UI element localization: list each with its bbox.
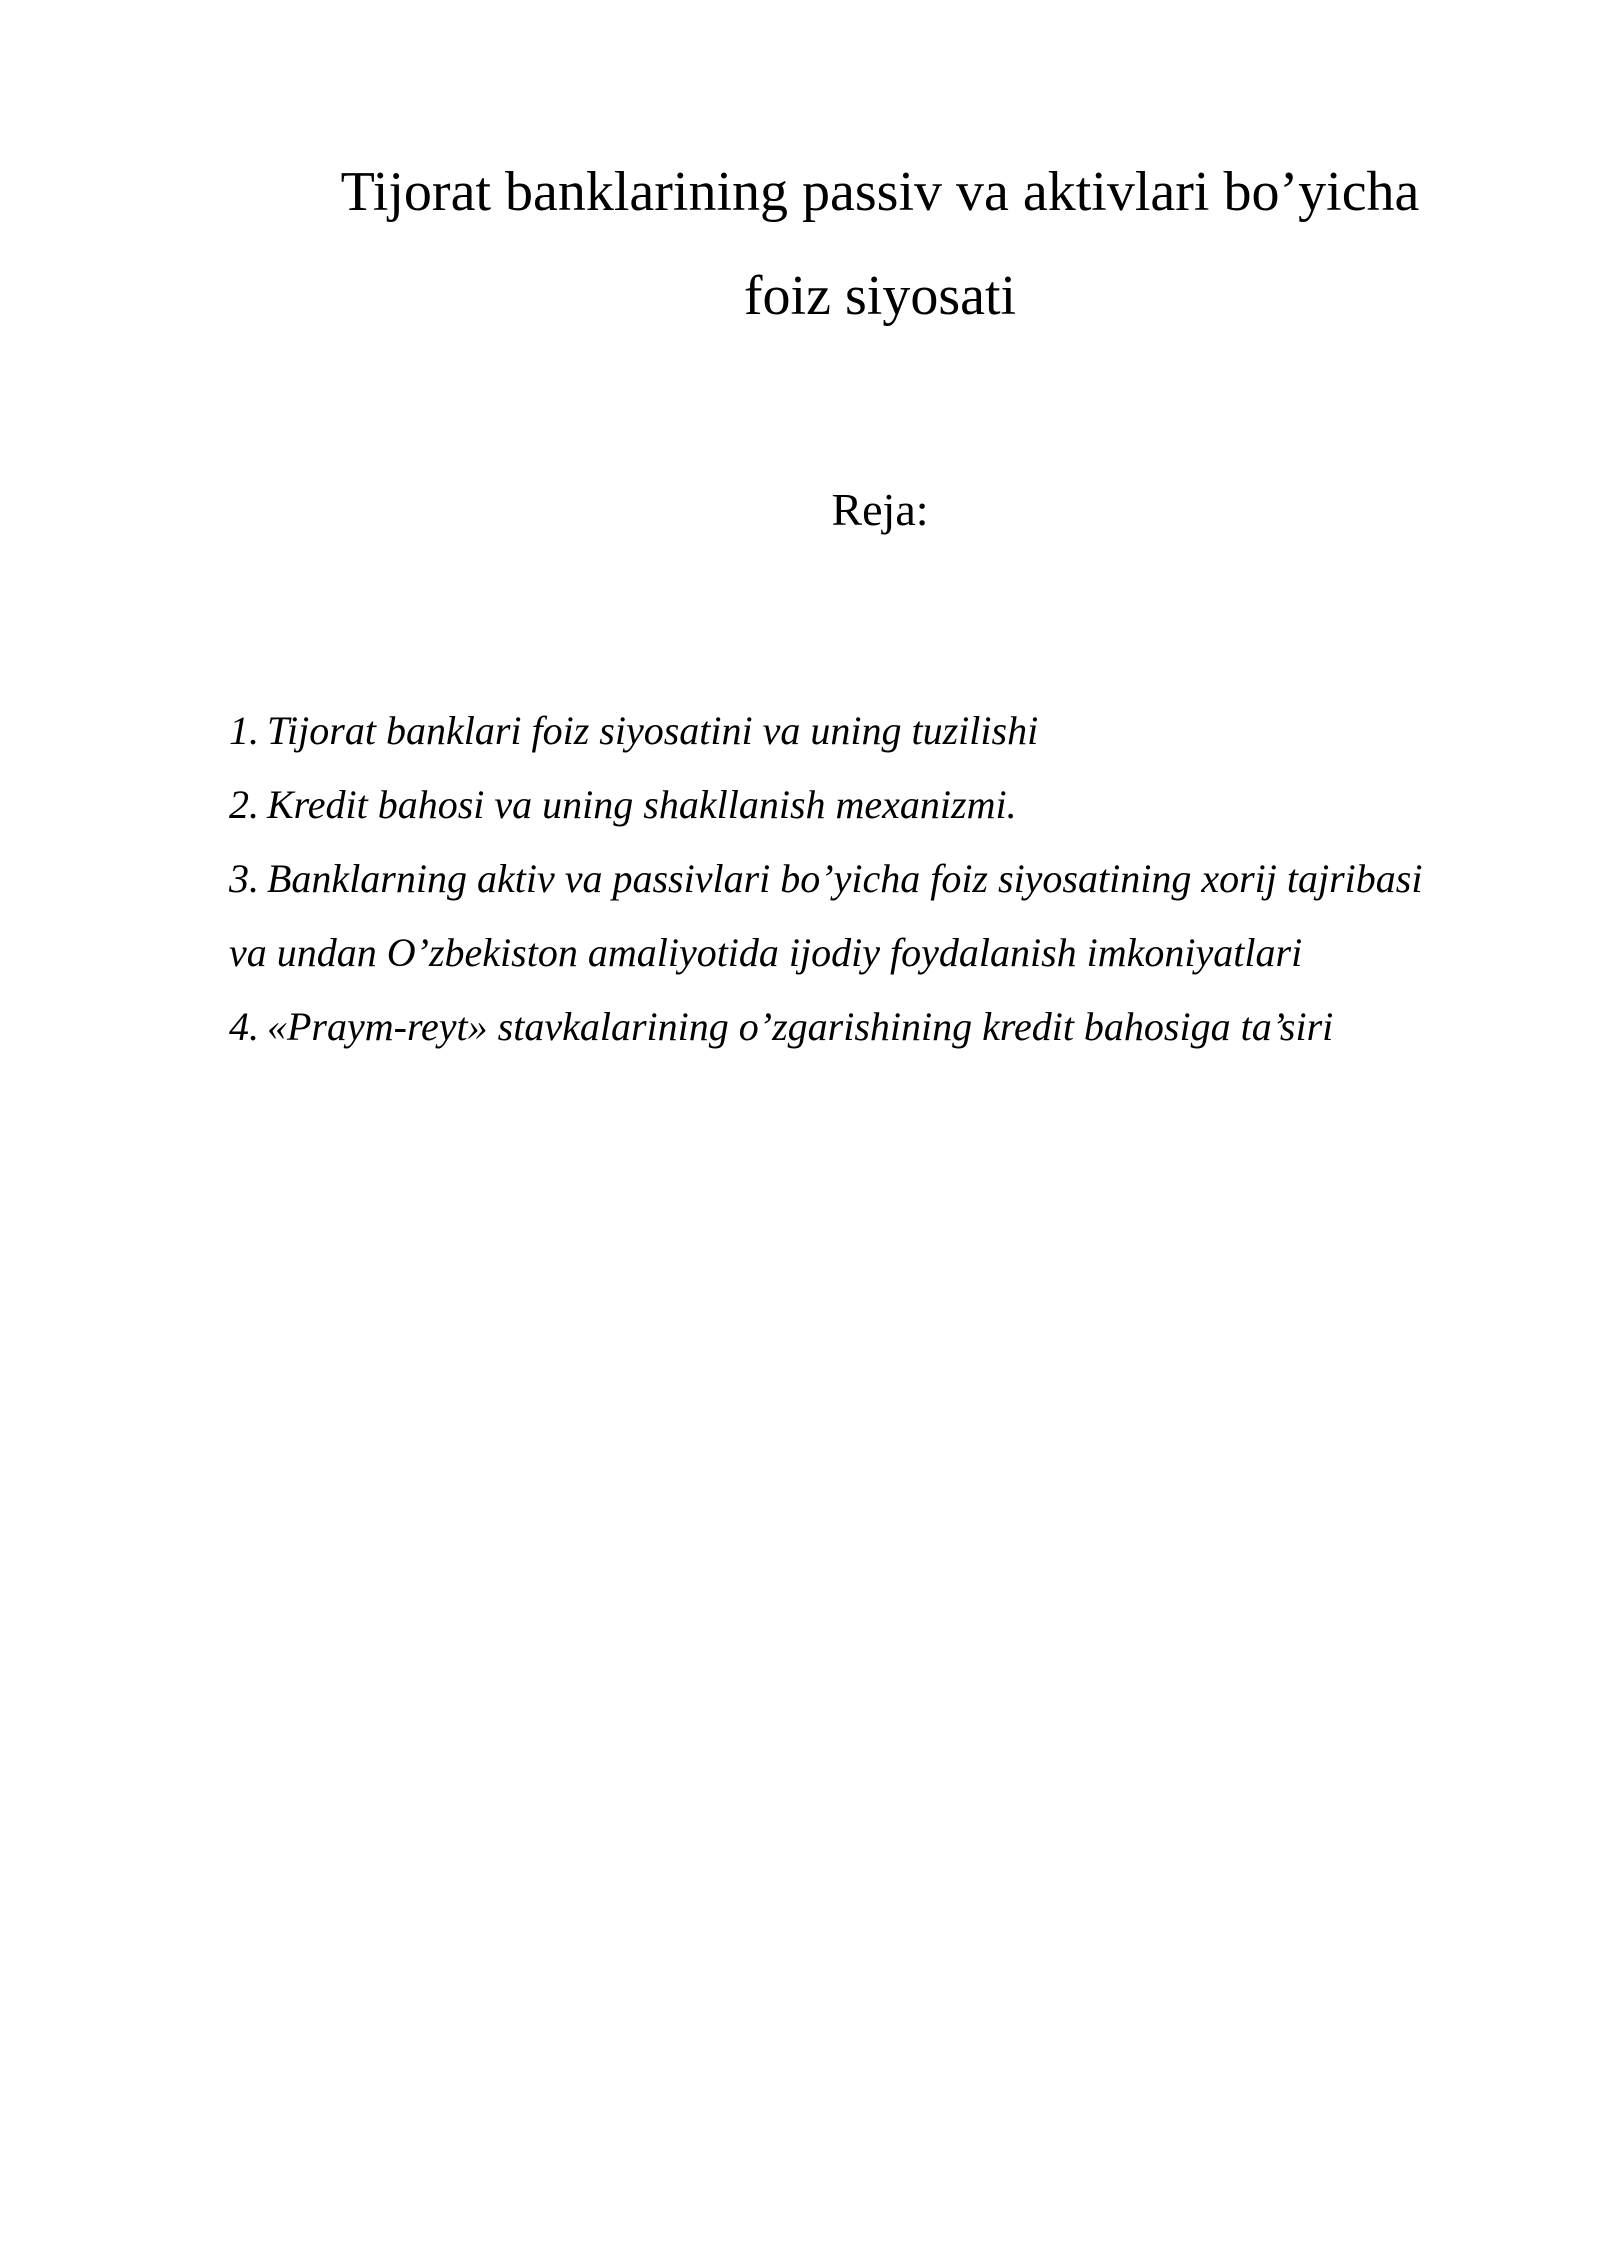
plan-list [229,694,1459,1064]
plan-item [229,842,1459,990]
plan-item-text: Banklarning aktiv va passivlari bo’yicha foiz siyosatining xorij tajribasi va undan O’zbekiston amaliyotida ijodiy foydalanish imkoniyatlari [229,856,1423,975]
plan-heading: Reja: [831,484,929,535]
plan-item-number: 1. [229,708,259,753]
plan-item-number: 4. [229,1004,259,1049]
plan-item-number: 2. [229,782,259,827]
plan-item-text: Kredit bahosi va uning shakllanish mexanizmi. [267,782,1017,827]
title-line-2: foiz siyosati [743,265,1017,327]
page-title [300,140,1460,348]
plan-item-text: Tijorat banklari foiz siyosatini va uning tuzilishi [267,708,1039,753]
plan-item [229,990,1459,1064]
plan-item [229,768,1459,842]
plan-item-number: 3. [229,856,259,901]
title-line-1: Tijorat banklarining passiv va aktivlari bo’yicha [340,161,1420,223]
plan-item [229,694,1459,768]
plan-item-text: «Praym-reyt» stavkalarining o’zgarishining kredit bahosiga ta’siri [267,1004,1334,1049]
